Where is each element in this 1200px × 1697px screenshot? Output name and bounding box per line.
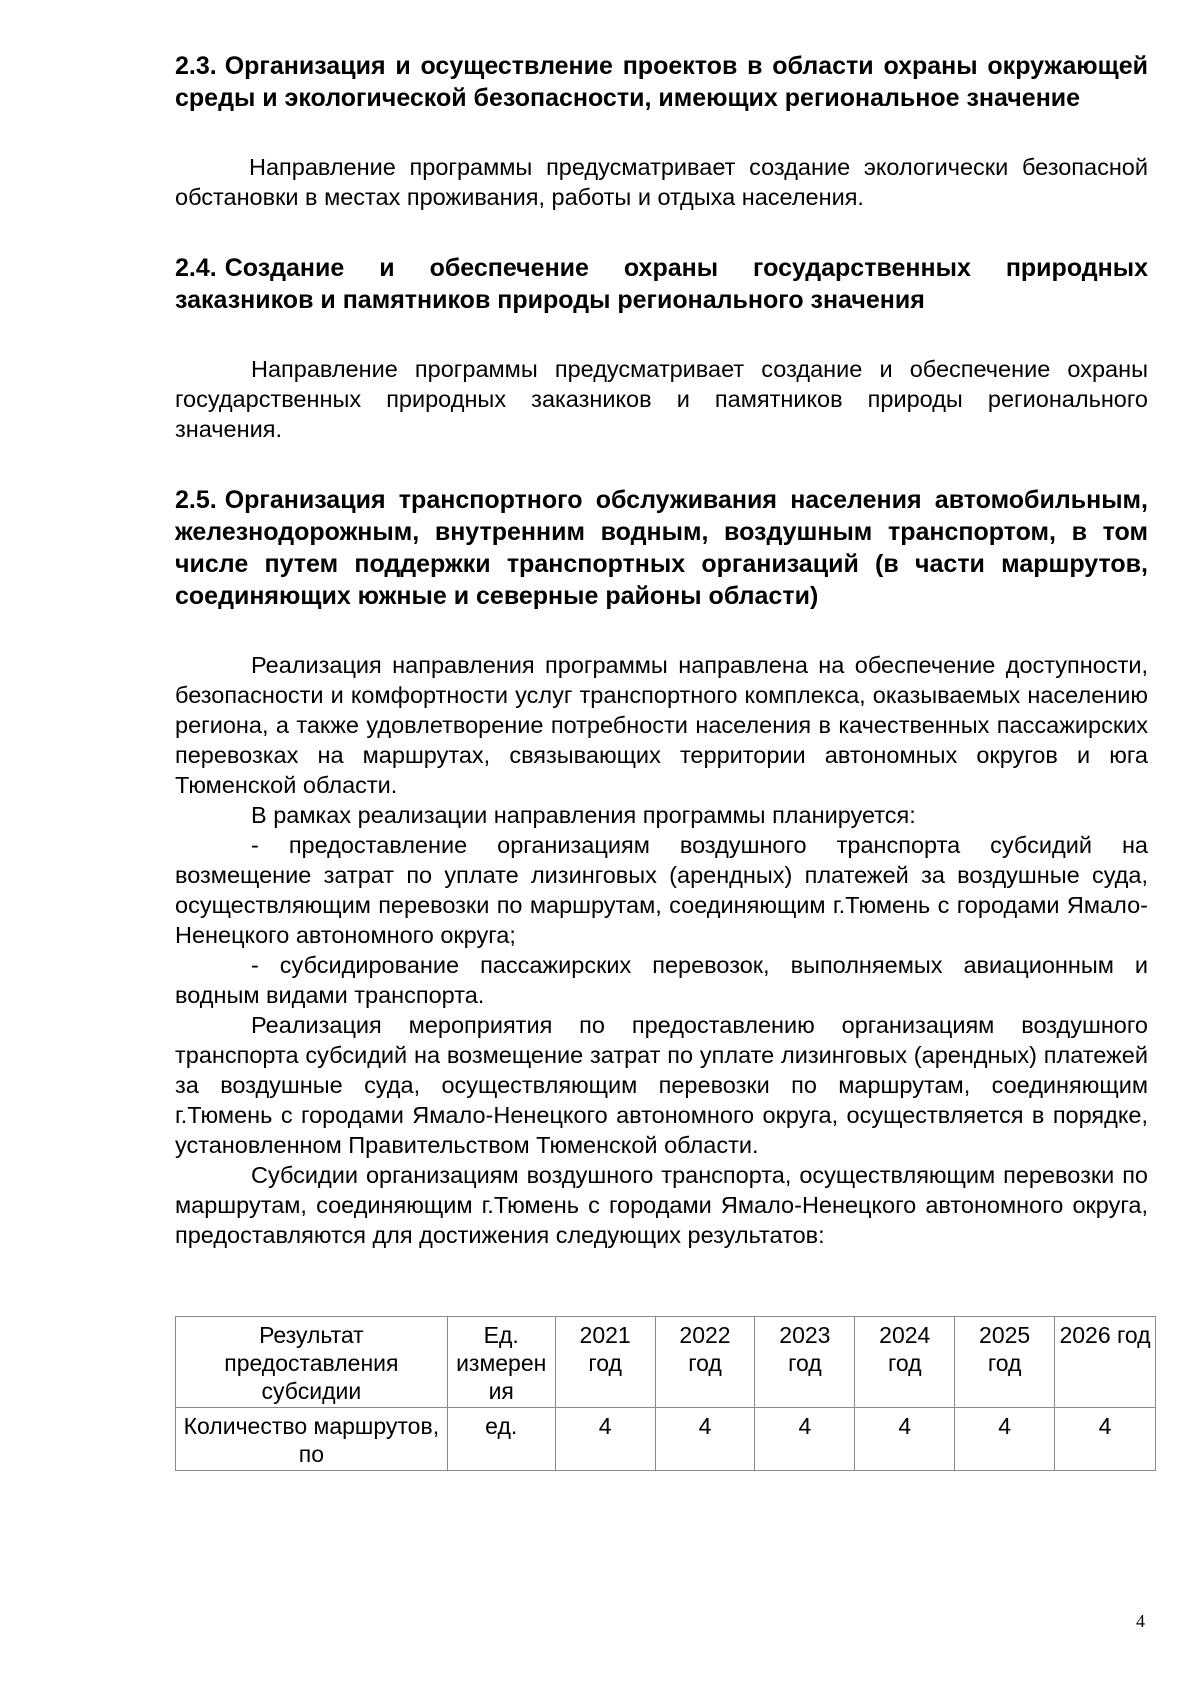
table-cell: Количество маршрутов, по <box>176 1408 448 1471</box>
table-cell: 4 <box>955 1408 1055 1471</box>
table-header-cell: 2023 год <box>755 1317 855 1408</box>
table-cell: 4 <box>555 1408 655 1471</box>
section-heading-2-5: 2.5. Организация транспортного обслуживания населения автомобильным, железнодорожным, внутренним водным, воздушным транспортом, в том числе путем поддержки транспортных организаций (в части маршрутов, соединяющих южные и северные районы области) <box>175 486 1148 610</box>
table-header-cell: 2026 год <box>1055 1317 1156 1408</box>
section-heading-2-3: 2.3. Организация и осуществление проектов в области охраны окружающей среды и экологической безопасности, имеющих региональное значение <box>175 52 1148 112</box>
section-2-5-paragraph: Субсидии организациям воздушного транспорта, осуществляющим перевозки по маршрутам, соединяющим г.Тюмень с городами Ямало-Ненецкого автономного округа, предоставляются для достижения следующих результатов: <box>175 1162 1148 1248</box>
page-number: 4 <box>1136 1611 1145 1631</box>
table-header-cell: Ед. измерен ия <box>447 1317 555 1408</box>
table-row <box>176 1408 1156 1471</box>
table-header-cell: 2025 год <box>955 1317 1055 1408</box>
section-2-5-list-item: - субсидирование пассажирских перевозок, выполняемых авиационным и водным видами транспорта. <box>175 952 1148 1008</box>
table-cell: 4 <box>655 1408 755 1471</box>
results-table <box>175 1316 1156 1471</box>
table-cell: ед. <box>447 1408 555 1471</box>
table-cell: 4 <box>755 1408 855 1471</box>
table-header-cell: 2022 год <box>655 1317 755 1408</box>
table-header-cell: Результат предоставления субсидии <box>176 1317 448 1408</box>
section-2-4-paragraph: Направление программы предусматривает создание и обеспечение охраны государственных природных заказников и памятников природы регионального значения. <box>175 356 1148 442</box>
section-2-5-list-item: - предоставление организациям воздушного транспорта субсидий на возмещение затрат по уплате лизинговых (арендных) платежей за воздушные суда, осуществляющим перевозки по маршрутам, соединяющим г.Тюмень с городами Ямало-Ненецкого автономного округа; <box>175 832 1148 948</box>
document-page <box>175 50 1151 1471</box>
table-header-row <box>176 1317 1156 1408</box>
section-2-5-paragraph: В рамках реализации направления программы планируется: <box>251 802 916 828</box>
section-2-5-paragraph: Реализация направления программы направлена на обеспечение доступности, безопасности и комфортности услуг транспортного комплекса, оказываемых населению региона, а также удовлетворение потребности населения в качественных пассажирских перевозках на маршрутах, связывающих территории автономных округов и юга Тюменской области. <box>175 652 1148 798</box>
section-2-5-paragraph: Реализация мероприятия по предоставлению организациям воздушного транспорта субсидий на возмещение затрат по уплате лизинговых (арендных) платежей за воздушные суда, осуществляющим перевозки по маршрутам, соединяющим г.Тюмень с городами Ямало-Ненецкого автономного округа, осуществляется в порядке, установленном Правительством Тюменской области. <box>175 1012 1148 1158</box>
section-heading-2-4: 2.4. Создание и обеспечение охраны государственных природных заказников и памятников природы регионального значения <box>175 254 1148 314</box>
table-cell: 4 <box>855 1408 955 1471</box>
table-header-cell: 2024 год <box>855 1317 955 1408</box>
table-cell: 4 <box>1055 1408 1156 1471</box>
table-header-cell: 2021 год <box>555 1317 655 1408</box>
section-2-3-paragraph: Направление программы предусматривает создание экологически безопасной обстановки в местах проживания, работы и отдыха населения. <box>175 154 1148 210</box>
